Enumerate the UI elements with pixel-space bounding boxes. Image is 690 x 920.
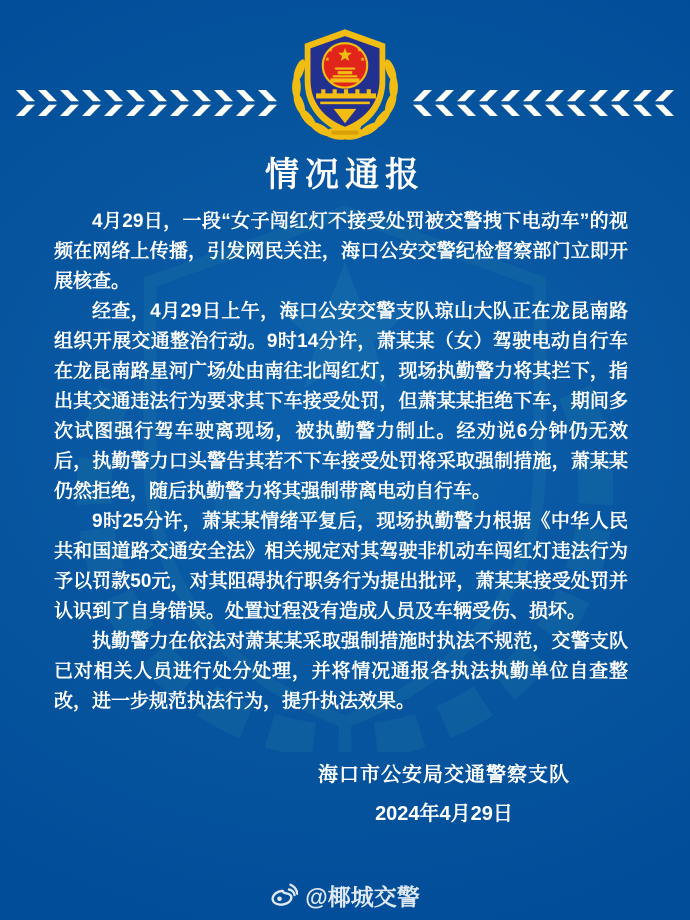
signature-block: [318, 762, 570, 827]
weibo-watermark: [0, 879, 690, 912]
chevrons-left-icon: [410, 90, 674, 116]
chevrons-right-icon: [16, 90, 280, 116]
weibo-handle: @椰城交警: [305, 884, 420, 910]
report-paragraph: 4月29日，一段“女子闯红灯不接受处罚被交警拽下电动车”的视频在网络上传播，引发网民关注，海口公安交警纪检督察部门立即开展核查。: [54, 211, 628, 292]
issuing-unit-signature: 海口市公安局交通警察支队: [318, 764, 570, 786]
report-paragraph: 经查，4月29日上午，海口公安交警支队琼山大队正在龙昆南路组织开展交通整治行动。9时14分许，萧某某（女）驾驶电动自行车在龙昆南路星河广场处由南往北闯红灯，现场执勤警力将其拦下，指出其交通违法行为要求其下车接受处罚，但萧某某拒绝下车，期间多次试图强行驾车驶离现场，被执勤警力制止。经劝说6分钟仍无效后，执勤警力口头警告其若不下车接受处罚将采取强制措施，萧某某仍然拒绝，随后执勤警力将其强制带离电动自行车。: [54, 301, 628, 502]
report-paragraph: 执勤警力在依法对萧某某采取强制措施时执法不规范，交警支队已对相关人员进行处分处理，并将情况通报各执法执勤单位自查整改，进一步规范执法行为，提升执法效果。: [54, 631, 628, 712]
page-title: 情况通报: [265, 156, 425, 194]
weibo-icon: [270, 883, 298, 909]
report-paragraph: 9时25分许，萧某某情绪平复后，现场执勤警力根据《中华人民共和国道路交通安全法》相关规定对其驾驶非机动车闯红灯违法行为予以罚款50元，对其阻碍执行职务行为提出批评，萧某某接受处罚并认识到了自身错误。处置过程没有造成人员及车辆受伤、损坏。: [54, 511, 628, 622]
report-body: [54, 207, 628, 717]
report-date: 2024年4月29日: [375, 803, 513, 825]
police-badge-icon: [283, 25, 407, 146]
